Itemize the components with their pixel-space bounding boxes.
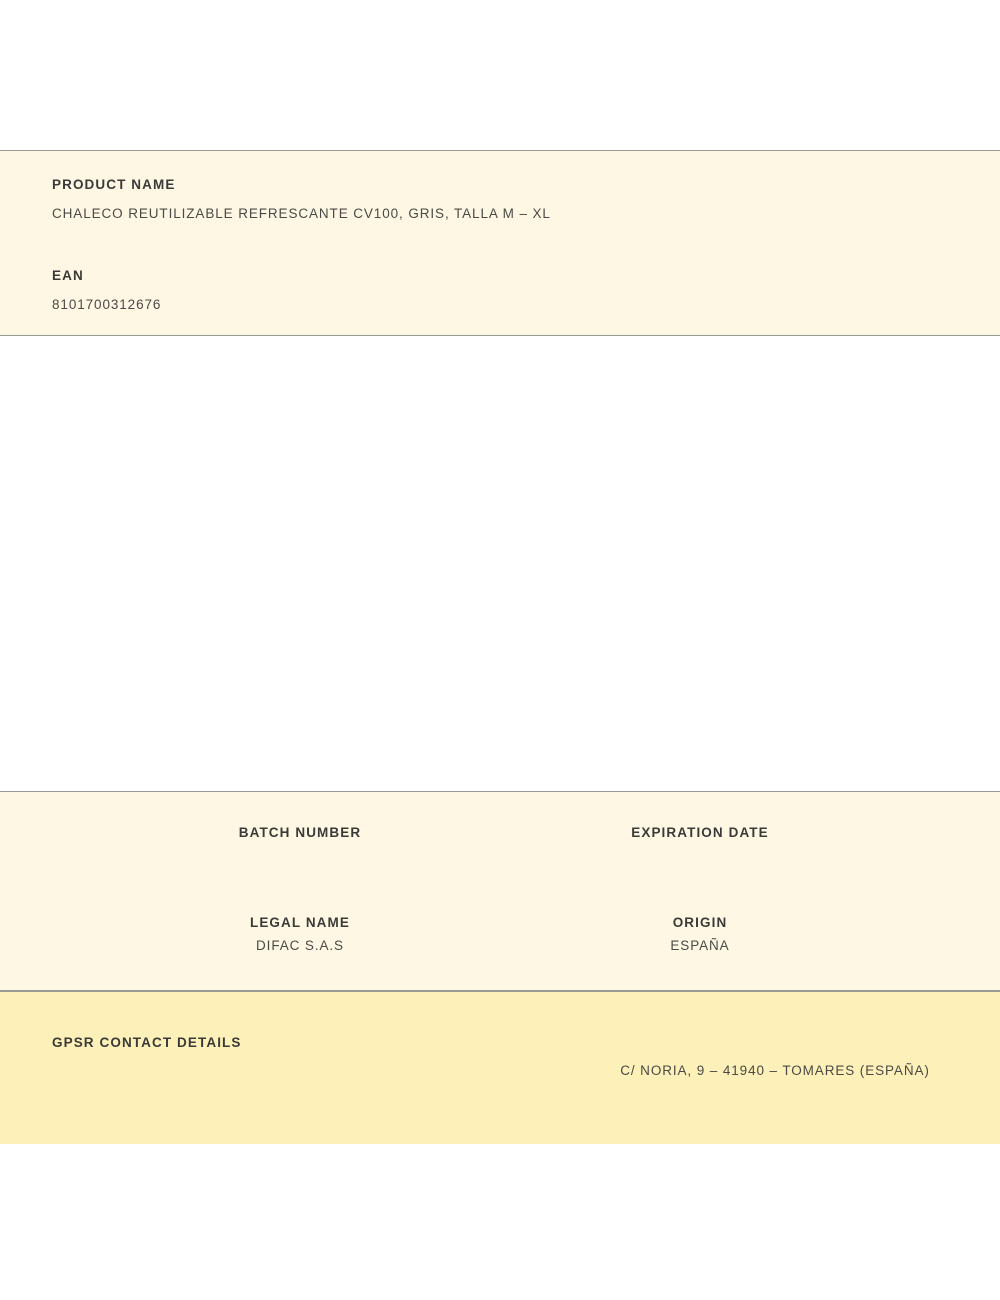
gpsr-contact-block [0,991,1000,1144]
legal-name-label: LEGAL NAME [249,915,350,930]
origin-cell [550,915,850,953]
product-name-value: CHALECO REUTILIZABLE REFRESCANTE CV100, GRIS, TALLA M – XL [52,206,551,221]
blank-content-area [0,336,1000,791]
ean-value: 8101700312676 [52,297,162,312]
expiration-date-cell [550,825,850,848]
legal-name-value: DIFAC S.A.S [256,938,344,953]
batch-number-label: BATCH NUMBER [238,825,362,840]
product-name-label: PRODUCT NAME [52,177,176,192]
product-info-block [0,150,1000,336]
expiration-date-label: EXPIRATION DATE [631,825,769,840]
origin-label: ORIGIN [672,915,728,930]
gpsr-contact-address: C/ NORIA, 9 – 41940 – TOMARES (ESPAÑA) [620,1063,930,1078]
gpsr-contact-label: GPSR CONTACT DETAILS [52,1035,242,1050]
legal-name-cell [150,915,450,953]
footer-blank-area [0,1144,1000,1300]
origin-value: ESPAÑA [670,938,730,953]
batch-legal-block [0,791,1000,991]
ean-label: EAN [52,268,84,283]
batch-number-cell [150,825,450,848]
